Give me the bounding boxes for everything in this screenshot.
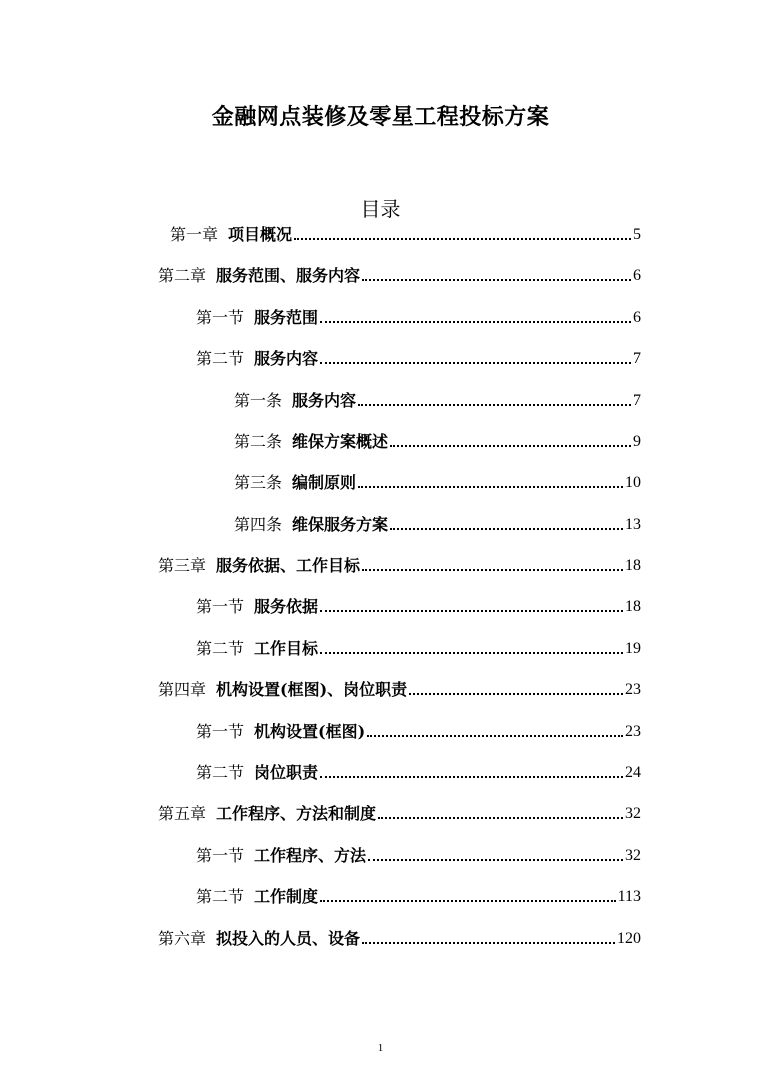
toc-entry-title: 机构设置(框图)、岗位职责	[216, 680, 408, 699]
toc-entry-title: 服务依据	[254, 597, 319, 616]
toc-dot-leader	[358, 486, 623, 488]
page-number: 1	[377, 1042, 384, 1054]
toc-entry-title: 工作程序、方法和制度	[216, 804, 377, 823]
toc-entry-label: 第一节	[196, 722, 245, 741]
toc-entry-title: 服务依据、工作目标	[216, 556, 361, 575]
toc-dot-leader	[368, 859, 623, 861]
toc-entry-label: 第一节	[196, 308, 245, 327]
toc-entry-section-4-1[interactable]	[196, 719, 641, 743]
toc-entry-page: 19	[625, 640, 641, 657]
toc-entry-title: 服务范围	[254, 308, 319, 327]
document-title: 金融网点装修及零星工程投标方案	[211, 104, 550, 130]
toc-entry-page: 113	[617, 888, 641, 905]
toc-entry-title: 机构设置(框图)	[254, 722, 366, 741]
toc-entry-title: 编制原则	[292, 473, 357, 492]
toc-dot-leader	[362, 569, 623, 571]
toc-dot-leader	[409, 693, 623, 695]
toc-entry-chapter-3[interactable]	[158, 553, 641, 577]
toc-dot-leader	[320, 776, 623, 778]
toc-entry-section-5-1[interactable]	[196, 843, 641, 867]
toc-entry-page: 32	[625, 847, 641, 864]
toc-dot-leader	[320, 900, 616, 902]
toc-entry-section-4-2[interactable]	[196, 760, 641, 784]
toc-entry-page: 120	[617, 930, 641, 947]
toc-dot-leader	[358, 404, 631, 406]
toc-entry-label: 第四章	[158, 680, 207, 699]
toc-dot-leader	[320, 652, 623, 654]
toc-entry-title: 项目概况	[228, 225, 293, 244]
toc-dot-leader	[390, 445, 631, 447]
toc-entry-page: 13	[625, 516, 641, 533]
toc-entry-label: 第一节	[196, 846, 245, 865]
toc-entry-title: 维保服务方案	[292, 515, 389, 534]
toc-dot-leader	[378, 817, 623, 819]
toc-entry-section-2-1[interactable]	[196, 305, 641, 329]
toc-dot-leader	[390, 528, 623, 530]
toc-entry-page: 18	[625, 557, 641, 574]
toc-entry-title: 维保方案概述	[292, 432, 389, 451]
toc-entry-page: 23	[625, 681, 641, 698]
toc-entry-section-5-2[interactable]	[196, 884, 641, 908]
toc-dot-leader	[367, 735, 623, 737]
toc-entry-label: 第二条	[234, 432, 283, 451]
toc-entry-section-3-2[interactable]	[196, 636, 641, 660]
toc-entry-page: 6	[633, 267, 641, 284]
toc-entry-article-2-2-1[interactable]	[234, 388, 641, 412]
toc-entry-article-2-2-3[interactable]	[234, 470, 641, 494]
toc-entry-label: 第三章	[158, 556, 207, 575]
toc-entry-chapter-2[interactable]	[158, 263, 641, 287]
toc-entry-page: 7	[633, 350, 641, 367]
toc-entry-title: 服务内容	[254, 349, 319, 368]
toc-entry-page: 32	[625, 805, 641, 822]
toc-entry-article-2-2-2[interactable]	[234, 429, 641, 453]
toc-entry-title: 拟投入的人员、设备	[216, 929, 361, 948]
toc-entry-chapter-1[interactable]	[170, 222, 641, 246]
toc-entry-label: 第五章	[158, 804, 207, 823]
toc-entry-label: 第二节	[196, 349, 245, 368]
toc-entry-title: 工作目标	[254, 639, 319, 658]
toc-entry-label: 第二节	[196, 763, 245, 782]
toc-entry-title: 工作程序、方法	[254, 846, 367, 865]
toc-entry-page: 6	[633, 309, 641, 326]
toc-entry-section-3-1[interactable]	[196, 594, 641, 618]
toc-entry-label: 第一条	[234, 391, 283, 410]
toc-dot-leader	[320, 362, 631, 364]
toc-entry-page: 23	[625, 723, 641, 740]
toc-entry-label: 第三条	[234, 473, 283, 492]
toc-entry-section-2-2[interactable]	[196, 346, 641, 370]
toc-entry-title: 服务范围、服务内容	[216, 266, 361, 285]
toc-entry-label: 第四条	[234, 515, 283, 534]
toc-entry-label: 第二节	[196, 887, 245, 906]
toc-entry-page: 24	[625, 764, 641, 781]
toc-heading: 目录	[360, 197, 401, 221]
toc-entry-page: 18	[625, 598, 641, 615]
toc-entry-page: 9	[633, 433, 641, 450]
toc-entry-title: 服务内容	[292, 391, 357, 410]
toc-entry-chapter-5[interactable]	[158, 801, 641, 825]
toc-dot-leader	[320, 321, 631, 323]
toc-dot-leader	[320, 610, 623, 612]
toc-dot-leader	[362, 942, 615, 944]
toc-entry-page: 7	[633, 392, 641, 409]
toc-entry-article-2-2-4[interactable]	[234, 512, 641, 536]
toc-dot-leader	[362, 279, 631, 281]
toc-entry-label: 第二节	[196, 639, 245, 658]
toc-entry-page: 5	[633, 226, 641, 243]
toc-entry-label: 第一章	[170, 225, 219, 244]
toc-entry-page: 10	[625, 474, 641, 491]
toc-entry-label: 第二章	[158, 266, 207, 285]
toc-entry-chapter-4[interactable]	[158, 677, 641, 701]
toc-entry-title: 工作制度	[254, 887, 319, 906]
toc-entry-label: 第六章	[158, 929, 207, 948]
toc-entry-chapter-6[interactable]	[158, 926, 641, 950]
toc-dot-leader	[294, 238, 631, 240]
toc-entry-label: 第一节	[196, 597, 245, 616]
toc-entry-title: 岗位职责	[254, 763, 319, 782]
